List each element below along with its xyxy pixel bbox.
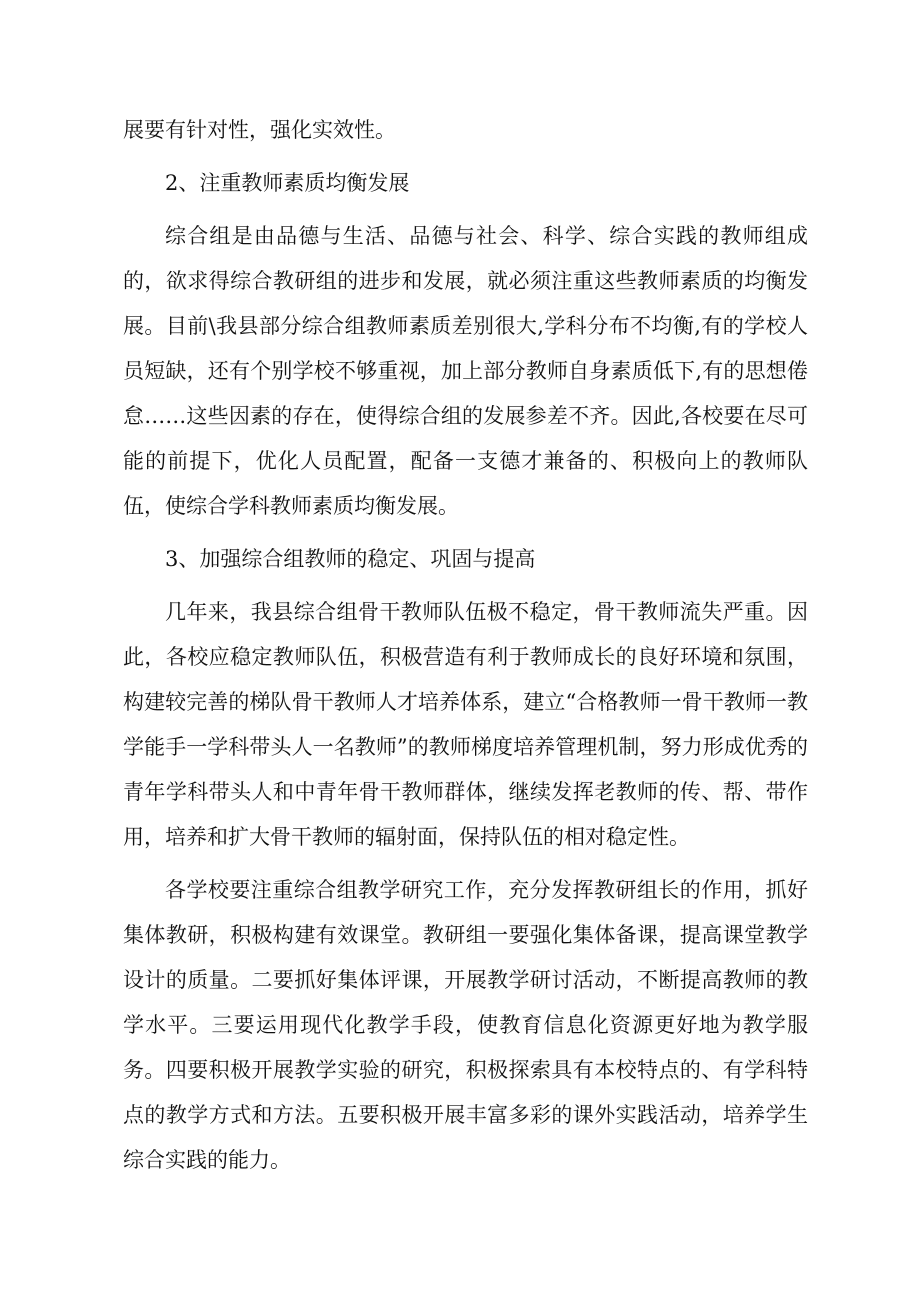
paragraph-teaching-research: 各学校要注重综合组教学研究工作，充分发挥教研组长的作用，抓好集体教研，积极构建有效课堂。教研组一要强化集体备课，提高课堂教学设计的质量。二要抓好集体评课，开展教学研讨活动，不断提高教师的教学水平。三要运用现代化教学手段，使教育信息化资源更好地为教学服务。四要积极开展教学实验的研究，积极探索具有本校特点的、有学科特点的教学方式和方法。五要积极开展丰富多彩的课外实践活动，培养学生综合实践的能力。: [123, 878, 808, 1172]
paragraph-continuation: 展要有针对性，强化实效性。: [123, 118, 396, 142]
document-body: [123, 108, 808, 1183]
section-heading-2: 2、注重教师素质均衡发展: [165, 171, 410, 195]
paragraph-teacher-quality: 综合组是由品德与生活、品德与社会、科学、综合实践的教师组成的，欲求得综合教研组的进步和发展，就必须注重这些教师素质的均衡发展。目前\我县部分综合组教师素质差别很大,学科分布不均衡,有的学校人员短缺，还有个别学校不够重视，加上部分教师自身素质低下,有的思想倦怠……这些因素的存在，使得综合组的发展参差不齐。因此,各校要在尽可能的前提下，优化人员配置，配备一支德才兼备的、积极向上的教师队伍，使综合学科教师素质均衡发展。: [123, 224, 808, 518]
paragraph-teacher-stability: 几年来，我县综合组骨干教师队伍极不稳定，骨干教师流失严重。因此，各校应稳定教师队伍，积极营造有利于教师成长的良好环境和氛围，构建较完善的梯队骨干教师人才培养体系，建立“合格教师一骨干教师一教学能手一学科带头人一名教师”的教师梯度培养管理机制，努力形成优秀的青年学科带头人和中青年骨干教师群体，继续发挥老教师的传、帮、带作用，培养和扩大骨干教师的辐射面，保持队伍的相对稳定性。: [123, 600, 808, 849]
section-heading-3: 3、加强综合组教师的稳定、巩固与提高: [165, 547, 536, 571]
